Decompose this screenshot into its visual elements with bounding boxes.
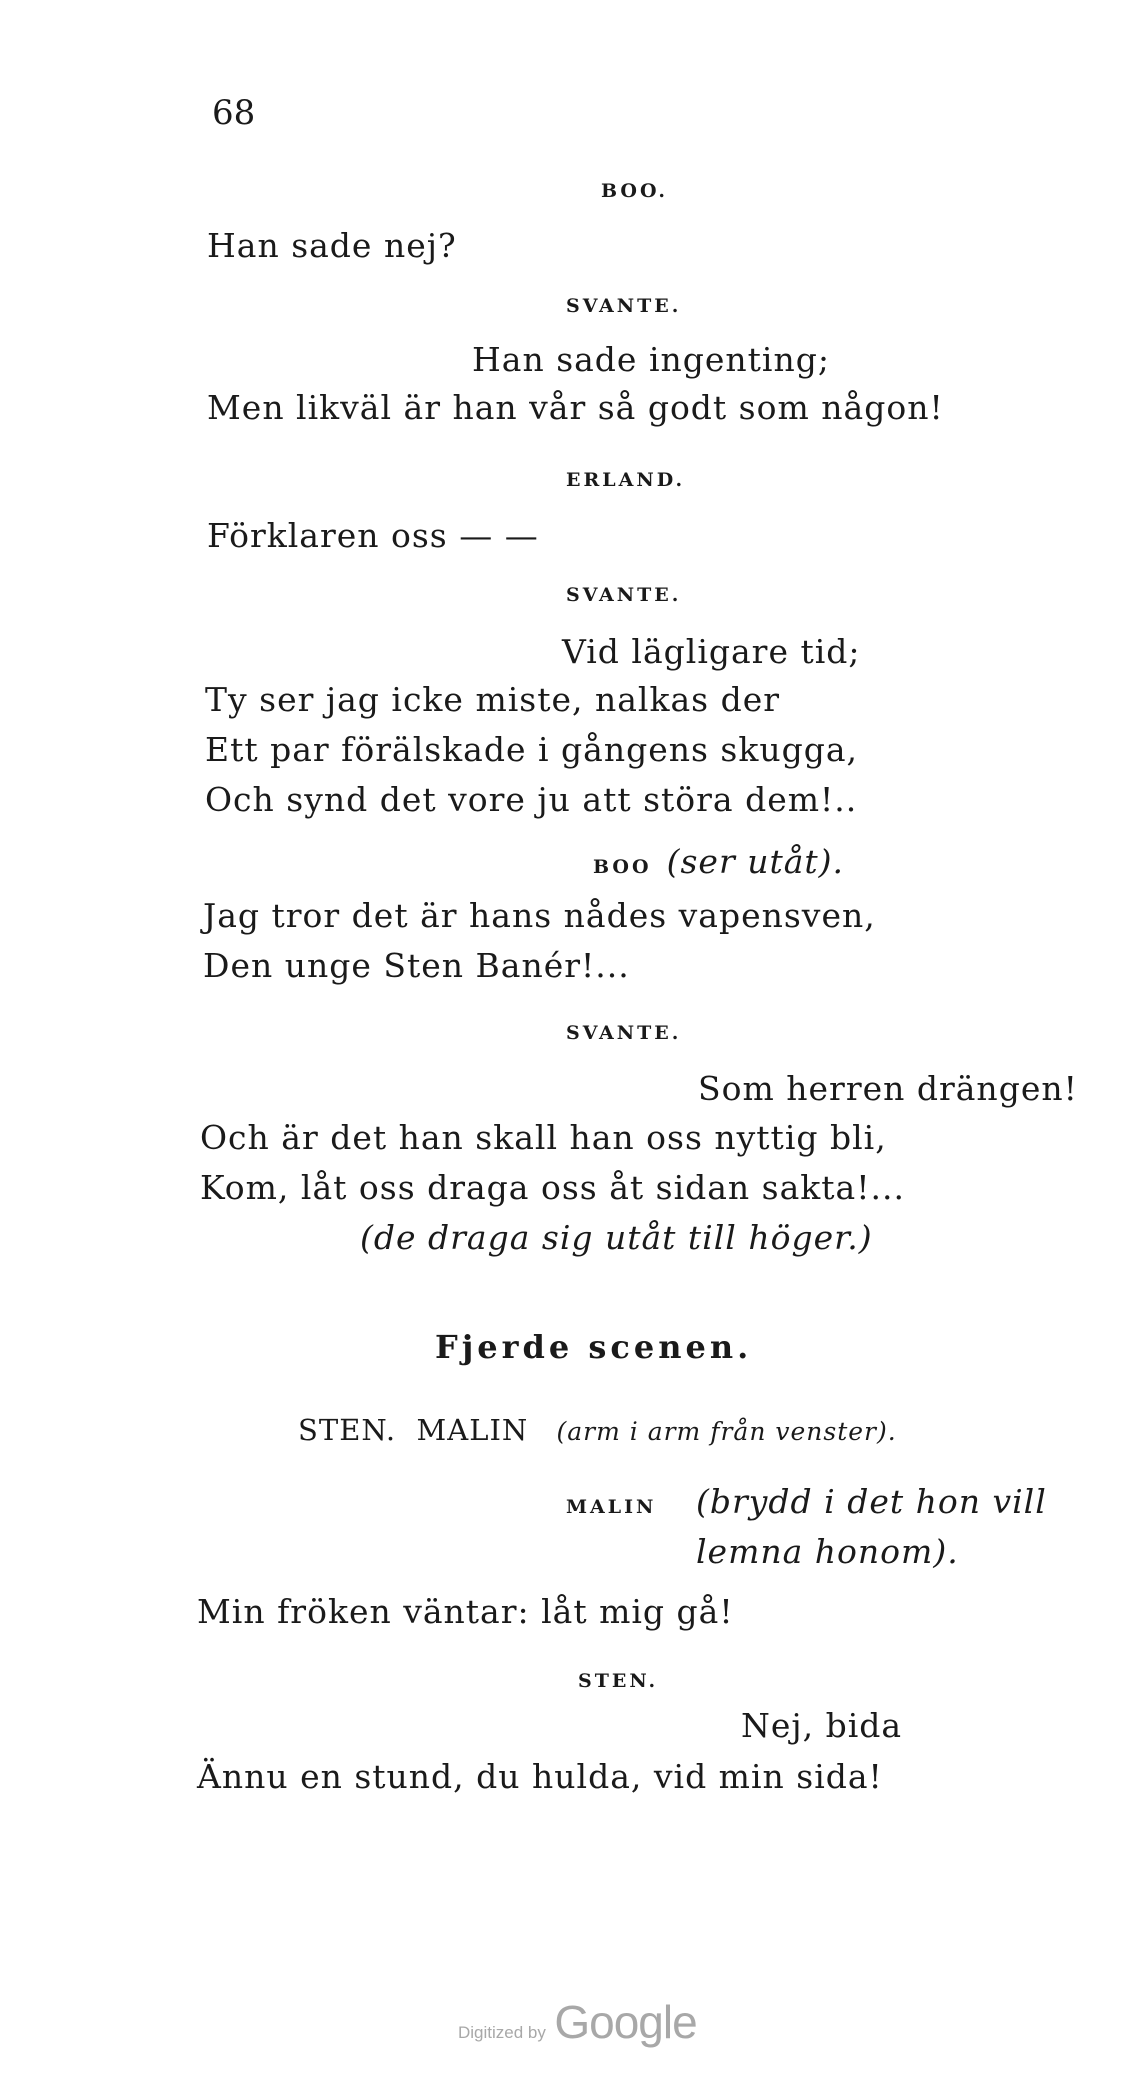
speaker-label: BOO. (601, 180, 669, 202)
google-logo: Google (554, 1996, 697, 2048)
stage-direction: (de draga sig utåt till höger.) (360, 1218, 873, 1257)
speaker-label: BOO (593, 856, 652, 878)
verse-line: Ännu en stund, du hulda, vid min sida! (197, 1757, 883, 1796)
speaker-line (593, 842, 844, 881)
verse-line: Ty ser jag icke miste, nalkas der (205, 680, 781, 719)
watermark (458, 1995, 697, 2049)
verse-line: Ett par förälskade i gångens skugga, (205, 730, 859, 769)
cast-list (298, 1413, 897, 1447)
speaker-label: SVANTE. (566, 584, 682, 606)
verse-line: Men likväl är han vår så godt som någon! (207, 388, 944, 427)
stage-direction: lemna honom). (696, 1532, 959, 1571)
speaker-label: MALIN (566, 1496, 657, 1518)
verse-line: Nej, bida (741, 1706, 903, 1745)
verse-line: Han sade nej? (207, 226, 457, 265)
watermark-prefix: Digitized by (458, 2023, 546, 2042)
verse-line: Och synd det vore ju att störa dem!.. (205, 780, 858, 819)
verse-line: Den unge Sten Banér!... (203, 946, 630, 985)
stage-direction: (arm i arm från venster). (556, 1417, 897, 1446)
verse-line: Vid lägligare tid; (562, 632, 861, 671)
speaker-label: SVANTE. (566, 295, 682, 317)
stage-direction: (ser utåt). (666, 842, 845, 881)
page-number: 68 (212, 93, 256, 133)
stage-direction: (brydd i det hon vill (696, 1482, 1047, 1521)
scene-heading: Fjerde scenen. (435, 1328, 753, 1366)
verse-line: Kom, låt oss draga oss åt sidan sakta!... (200, 1168, 905, 1207)
speaker-label: STEN. (578, 1670, 659, 1692)
speaker-label: SVANTE. (566, 1022, 682, 1044)
cast-names: STEN. MALIN (298, 1413, 529, 1447)
verse-line: Jag tror det är hans nådes vapensven, (203, 896, 876, 935)
speaker-label: ERLAND. (566, 469, 686, 491)
verse-line: Förklaren oss — — (207, 516, 539, 555)
verse-line: Han sade ingenting; (472, 340, 830, 379)
verse-line: Och är det han skall han oss nyttig bli, (200, 1118, 887, 1157)
verse-line: Min fröken väntar: låt mig gå! (197, 1592, 734, 1631)
verse-line: Som herren drängen! (698, 1069, 1078, 1108)
